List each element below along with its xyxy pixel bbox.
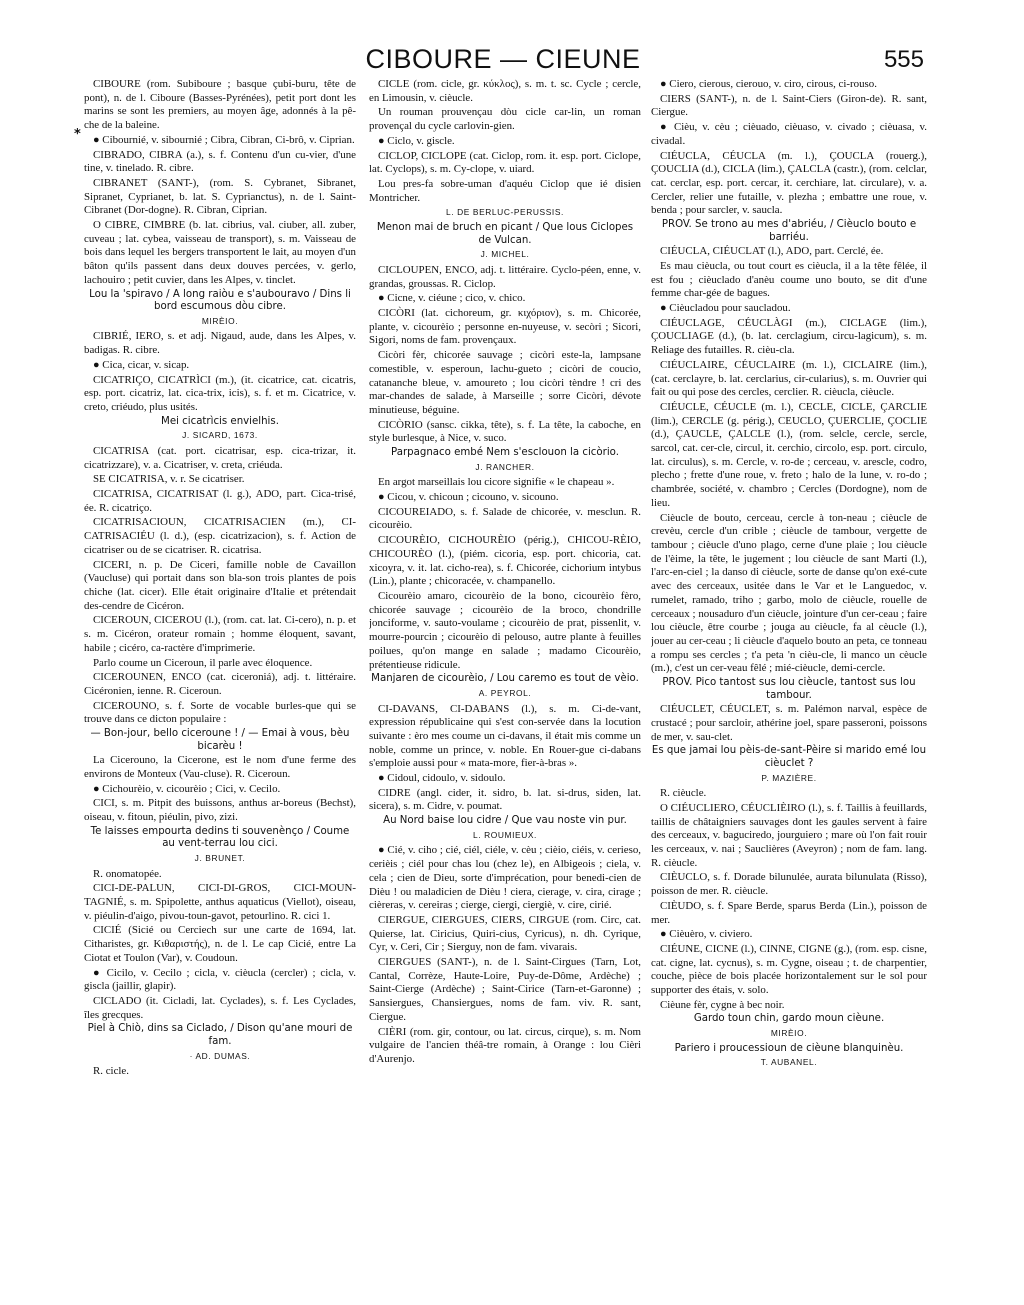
dictionary-entry: CICATRISACIOUN, CICATRISACIEN (m.), CI-CATRISACIÉU (l. d.), (esp. cicatrizacion), s. f. Action de cicatriser ou de se cicatriser. R. cicatrisa. (84, 516, 356, 556)
citation-author: MIRÈIO. (201, 315, 239, 326)
dictionary-entry: CICÒRI (lat. cichoreum, gr. κιχόριον), s. m. Chicorée, plante, v. cicourèio ; personne en-nuyeuse, v. secòri ; Sicori, Sigori, noms de fam. provençaux. (369, 307, 641, 347)
dictionary-entry: CICEROUNEN, ENCO (cat. ciceroniá), adj. t. littéraire. Cicéronien, ienne. R. Ciceroun. (84, 671, 356, 697)
dictionary-entry: En argot marseillais lou cicore signifie « le chapeau ». (378, 476, 615, 489)
dictionary-entry: Es mau cièucla, ou tout court es cièucla, il a la tête fêlée, il est fou ; cièuclado d'anèu coume uno bouto, se dit d'une femme char-gée de bagues. (651, 259, 927, 300)
citation-quote: — Bon-jour, bello ciceroune ! / — Emai à vous, bèu bicarèu ! (90, 728, 350, 752)
dictionary-entry: CICERI, n. p. De Ciceri, famille noble de Cavaillon (Vaucluse) qui portait dans son bla-son trois plantes de pois chiche (lat. cicer). Elle était originaire d'Italie et prétendait des-cendre de Cicéron. (84, 558, 356, 612)
dictionary-entry: O CIÉUCLIERO, CÉUCLIÈIRO (l.), s. f. Taillis à feuillards, taillis de châtaigniers sauvages dont les gaules servent à faire des cerceaux, v. baguciredo, jourguiero ; mare où l'on fait rouir les cerceaux, v. nai ; Sauclières (Aveyron) ; nom de fam. lang. R. cièucle. (651, 801, 927, 869)
dictionary-entry: CIÉUCLAIRE, CÉUCLAIRE (m. l.), CICLAIRE (lim.), (cat. cerclayre, b. lat. cerclarius, cir-cularius), s. m. Ouvrier qui fait ou qui pose des cercles, cerclier. R. cièucla, cièucle. (651, 358, 927, 399)
dictionary-entry: ● Cibournié, v. sibournié ; Cibra, Cibran, Ci-brô, v. Ciprian. (93, 133, 355, 146)
dictionary-entry: ● Cicou, v. chicoun ; cicouno, v. sicouno. (378, 491, 559, 504)
dictionary-entry: ● Ciero, cierous, cierouo, v. ciro, cirous, ci-rouso. (660, 78, 877, 90)
citation-quote: Mei cicatrìcis envielhis. (161, 415, 279, 427)
dictionary-entry: Cicòri fèr, chicorée sauvage ; cicòri este-la, lampsane comestible, v. esperoun, lachu-gueto ; cicòri de coucìo, catananche bleue, v. amoureto ; lou cicòri tèndre ! cri des mar-chandes de salade, à Marseille ; sorre Cicòri, dévote minutieuse, béguine. (369, 349, 641, 416)
dictionary-entry: CIÉUCLAGE, CÉUCLÀGI (m.), CICLAGE (lim.), ÇOUCLIAGE (d.), (b. lat. cerclagium, circu-lagicum), s. m. Reliage des futailles. R. cièu-cla. (651, 316, 927, 357)
dictionary-entry: CICIÉ (Sicié ou Cerciech sur une carte de 1694, lat. Citharistes, gr. Κιθαριστής), n. de l. Le cap Cicié, entre La Ciotat et Toulon (Var), v. Coudoun. (84, 924, 356, 964)
dictionary-entry: CIBRANET (SANT-), (rom. S. Cybranet, Sibranet, Sipranet, Cyprianet, b. lat. S. Cyprianctus), n. de l. Saint-Cibranet (Dor-dogne). R. Cibran, Ciprian. (84, 176, 356, 217)
column-3 (651, 78, 927, 1296)
dictionary-entry: R. onomatopée. (93, 867, 162, 880)
dictionary-entry: CICATRIÇO, CICATRÌCI (m.), (it. cicatrice, cat. cicatris, esp. port. cicatriz, lat. cica-trix, icis), s. f. et m. Cicatrice, v. creto, criéudo, plus usités. (84, 373, 356, 413)
dictionary-entry: CICI-DE-PALUN, CICI-DI-GROS, CICI-MOUN-TAGNIÉ, s. m. Spipolette, anthus aquaticus (Viellot), oiseau, v. piéulin-d'aigo, pivou-toun-gavot, petourlino. R. cici 1. (84, 882, 356, 922)
citation-author: T. AUBANEL. (760, 1057, 818, 1068)
dictionary-entry: CICOUREIADO, s. f. Salade de chicorée, v. mesclun. R. cicourèio. (369, 505, 641, 532)
dictionary-entry: La Cicerouno, la Cicerone, est le nom d'une ferme des environs de Monteux (Vau-cluse). R. Ciceroun. (84, 754, 356, 780)
margin-star-mark: * (74, 127, 81, 142)
dictionary-entry: CICEROUN, CICEROU (l.), (rom. cat. lat. Ci-cero), n. p. et s. m. Cicéron, orateur romain ; homme éloquent, savant, habile ; cicéro, ca-ractère d'imprimerie. (84, 614, 356, 654)
dictionary-entry: CICI, s. m. Pitpit des buissons, anthus ar-boreus (Bechst), oiseau, v. fitoun, piéulin, pivo, zizi. (84, 797, 356, 824)
dictionary-entry: Cièune fèr, cygne à bec noir. (660, 998, 785, 1011)
dictionary-entry: CIÉUCLA, CIÉUCLAT (l.), ADO, part. Cerclé, ée. (660, 245, 884, 258)
citation-quote: Menon mai de bruch en picant / Que lous Ciclopes de Vulcan. (376, 222, 634, 246)
dictionary-entry: CIÈUDO, s. f. Spare Berde, sparus Berda (Lin.), poisson de mer. (651, 899, 927, 926)
citation-quote: Gardo toun chin, gardo moun cièune. (693, 1013, 885, 1025)
citation-quote: Au Nord baise lou cidre / Que vau noste vin pur. (383, 815, 627, 827)
dictionary-entry: ● Cié, v. ciho ; cié, ciél, ciéle, v. cèu ; cièio, ciéis, v. cerieso, cerièis ; ciél pour chas lou (chez le), en Albigeois ; ciela, v. cela ; cien de Dieu, sorte d'imprécation, pour benedi-cien de Dièu ! ou maladicien de Dièu ! ciera, cierage, v. cira, cirage ; cièreras, v. cereiras ; cierge, ciergi, ciergiè, v. cire, cirié. (369, 844, 641, 912)
column-2 (369, 78, 641, 1296)
dictionary-entry: ● Cicne, v. ciéune ; cico, v. chico. (378, 292, 526, 305)
citation-quote: Pariero i proucessioun de cièune blanquinèu. (674, 1042, 904, 1054)
citation-author: J. SICARD, 1673. (182, 430, 258, 441)
dictionary-entry: ● Cicilo, v. Cecilo ; cicla, v. cièucla (cercler) ; cicla, v. giscla (jaillir, glapir). (84, 966, 356, 993)
citation-quote: PROV. Pico tantost sus lou cièucle, tantost sus lou tambour. (662, 677, 916, 701)
dictionary-entry: CIERS (SANT-), n. de l. Saint-Ciers (Giron-de). R. sant, Ciergue. (651, 92, 927, 119)
dictionary-entry: ● Cica, cicar, v. sicap. (93, 358, 190, 371)
dictionary-entry: CIBRIÉ, IERO, s. et adj. Nigaud, aude, dans les Alpes, v. badigas. R. cibre. (84, 330, 356, 357)
dictionary-entry: ● Cièuèro, v. civiero. (660, 928, 753, 941)
dictionary-entry: ● Cièucladou pour saucladou. (660, 302, 791, 315)
citation-author: P. MAZIÈRE. (761, 772, 817, 783)
dictionary-entry: CIBRADO, CIBRA (a.), s. f. Contenu d'un cu-vier, d'une tine, v. tinelado. R. cibre. (84, 148, 356, 175)
dictionary-entry: CICATRISA, CICATRISAT (l. g.), ADO, part. Cica-trisé, ée. R. cicatriço. (84, 488, 356, 514)
dictionary-entry: CIERGUES (SANT-), n. de l. Saint-Cirgues (Tarn, Lot, Cantal, Corrèze, Haute-Loire, Puy-de-Dôme, Ardèche) ; Saint-Cierge (Ardèche) ; Saint-Cirice (Tarn-et-Garonne) ; Sansiergues, Chansiergues, noms de fam. viv. R. sant, Ciergue. (369, 956, 641, 1023)
citation-author: J. RANCHER. (475, 461, 535, 472)
citation-quote: Parpagnaco embé Nem s'esclouon la cicòrio. (391, 447, 619, 459)
dictionary-entry: CICLOUPEN, ENCO, adj. t. littéraire. Cyclo-péen, enne, v. grandas, groussas. R. Ciclop. (369, 263, 641, 290)
dictionary-entry: CIERGUE, CIERGUES, CIERS, CIRGUE (rom. Circ, cat. Quierse, lat. Ciricius, Quiri-cius, Cyricus), n. dh. Cyrique, Cyr, v. Ceri, Cir ; Sierguy, non de fam. vivarais. (369, 913, 641, 954)
dictionary-entry: CICEROUNO, s. f. Sorte de vocable burles-que qui se trouve dans ce dicton populaire : (84, 699, 356, 726)
dictionary-entry: Parlo coume un Ciceroun, il parle avec éloquence. (93, 656, 313, 669)
dictionary-entry: Un rouman prouvençau dòu cicle car-lin, un roman provençal du cycle carlovin-gien. (369, 106, 641, 133)
dictionary-entry: CIBOURE (rom. Subiboure ; basque çubi-buru, tête de pont), n. de l. Ciboure (Basses-Pyrénées), petit port dont les marins se sont les premiers, au moyen âge, adonnés à la pê-che de la baleine. (84, 78, 356, 132)
dictionary-entry: CI-DAVANS, CI-DABANS (l.), s. m. Ci-de-vant, expression républicaine qui s'est con-servée dans la locution suivante : èro mes coume un ci-davans, il était mis comme un noble, comme un prince, v. noble. En Rouer-gue ci-dabans s'emploie aussi pour « mata-more, fier-à-bras ». (369, 702, 641, 770)
dictionary-entry: O CIBRE, CIMBRE (b. lat. cibrius, val. ciuber, all. zuber, cuveau ; lat. cybea, vaisseau de transport), s. m. Vaisseau de bois dans lequel les bergers transportent le lait, au moyen d'un bâton qu'ils passent dans deux douves percées, v. gerlo, lachouiro ; petit cuvier, dans les Alpes, v. tinclet. (84, 219, 356, 286)
dictionary-entry: CIDRE (angl. cider, it. sidro, b. lat. si-drus, siden, lat. sicera), s. m. Cidre, v. poumat. (369, 786, 641, 813)
page-number: 555 (883, 46, 924, 73)
dictionary-entry: ● Cidoul, cidoulo, v. sidoulo. (378, 772, 506, 785)
citation-quote: Piel à Chiò, dins sa Ciclado, / Dison qu'ane mouri de fam. (87, 1023, 353, 1047)
citation-author: J. MICHEL. (480, 249, 530, 260)
citation-author: J. BRUNET. (194, 852, 246, 863)
dictionary-entry: CICÒRIO (sansc. cikka, tête), s. f. La tête, la caboche, en style burlesque, à Nice, v. suco. (369, 418, 641, 445)
dictionary-entry: CIÉUCLE, CÉUCLE (m. l.), CECLE, CICLE, ÇARCLIE (lim.), CERCLE (g. périg.), CEUCLO, ÇUERCLIE, ÇOCLIE (d.), ÇAUCLE, ÇALCLE (l.), (rom. selcle, cercle, sercle, sarcol, cat. cer-cle, circul, it. cerchio, circolo, esp. port. circulo, lat. circulus), s. m. Cercle, v. ro-de ; cerceau, v. arescle, codro, plecho ; frette d'une roue, v. freto ; halo de la lune, v. ro-do ; chambrée, société, v. chambro ; Cercles (Dordogne), nom de lieu. (651, 400, 927, 509)
dictionary-entry: ● Cièu, v. cèu ; cièuado, cièuaso, v. civado ; cièuasa, v. civadal. (651, 121, 927, 147)
citation-quote: Lou la 'spiravo / A long raiòu e s'aubouravo / Dins li bord escumous dòu cibre. (89, 288, 351, 313)
citation-author: A. PEYROL. (478, 687, 532, 698)
dictionary-entry: ● Ciclo, v. giscle. (378, 134, 455, 147)
dictionary-entry: CICLOP, CICLOPE (cat. Ciclop, rom. it. esp. port. Ciclope, lat. Cyclops), s. m. Cy-clope, v. uiard. (369, 149, 641, 176)
dictionary-entry: CICLADO (it. Cicladi, lat. Cyclades), s. f. Les Cyclades, îles grecques. (84, 994, 356, 1021)
dictionary-entry: CICOURÈIO, CICHOURÈIO (périg.), CHICOU-RÈIO, CHICOURÈO (l.), (piém. cicoria, esp. port. chicoria, cat. xicoyra, v. it. lat. cicho-rea), s. f. Chicorée, cichorium intybus (Lin.), plante ; chicoracée, v. champanello. (369, 534, 641, 588)
citation-quote: Es que jamai lou pèis-de-sant-Pèire si marido emé lou cièuclet ? (651, 745, 927, 769)
citation-quote: Te laisses empourta dedins ti souvenènço / Coume au vent-terrau lou cici. (90, 825, 350, 850)
citation-author: MIRÈIO. (770, 1028, 808, 1039)
citation-quote: PROV. Se trono au mes d'abriéu, / Cièuclo bouto e barriéu. (661, 219, 917, 243)
dictionary-entry: CIÉUCLA, CÉUCLA (m. l.), ÇOUCLA (rouerg.), ÇOUCLIA (d.), CICLA (lim.), ÇALCLA (castr.), (rom. celclar, cat. cerclar, esp. port. cercar, it. cerchiare, lat. circulare), v. a. Cercler, relier une futaille, v. plezha ; embattre une roue, v. benda ; pour sarcler, v. saucla. (651, 149, 927, 217)
dictionary-entry: ● Cichourèio, v. cicourèio ; Cici, v. Cecilo. (93, 782, 281, 795)
dictionary-entry: SE CICATRISA, v. r. Se cicatriser. (93, 473, 245, 486)
citation-quote: Manjaren de cicourèio, / Lou caremo es tout de vèio. (371, 673, 639, 685)
dictionary-entry: Cicourèio amaro, cicourèio de la bono, cicourèio fèro, chicorée sauvage ; cicourèio de la broco, chondrille jonciforme, v. sauto-voulame ; cicourèio de prat, pissenlit, v. mourre-pourcin ; cicourèio di pelouso, autre plante à feuilles poilues, qu'on mange en salade ; madamo Cicourèio, prétentieuse ridicule. (369, 589, 641, 671)
dictionary-entry: CIÉUCLET, CÉUCLET, s. m. Palémon narval, espèce de crustacé ; pour sarcloir, athérine joel, spare passeroni, poissons de mer, v. sau-clet. (651, 703, 927, 743)
column-1 (84, 78, 356, 1296)
citation-author: · AD. DUMAS. (189, 1050, 251, 1061)
dictionary-entry: CICLE (rom. cicle, gr. κύκλος), s. m. t. sc. Cycle ; cercle, en Limousin, v. cièucle. (369, 78, 641, 104)
citation-author: L. ROUMIEUX. (473, 829, 537, 840)
dictionary-entry: CIÈUCLO, s. f. Dorade bilunulée, aurata bilunulata (Risso), poisson de mer. R. cièucle. (651, 871, 927, 898)
dictionary-entry: Lou pres-fa sobre-uman d'aquéu Ciclop que ié disien Montricher. (369, 177, 641, 204)
dictionary-entry: R. cicle. (93, 1065, 129, 1078)
dictionary-entry: CICATRISA (cat. port. cicatrisar, esp. cica-trizar, it. cicatrizzare), v. a. Cicatriser, v. creta, criéuda. (84, 444, 356, 471)
running-head: CIBOURE — CIEUNE (365, 44, 641, 74)
dictionary-entry: CIÈRI (rom. gir, contour, ou lat. circus, cirque), s. m. Nom vulgaire de l'ancien théâ-tre romain, à Orange : lou Cièri d'Aurenjo. (369, 1025, 641, 1065)
dictionary-entry: CIÉUNE, CICNE (l.), CINNE, CIGNE (g.), (rom. esp. cisne, cat. cigne, lat. cycnus), s. m. Cygne, oiseau ; t. de charpentier, couche, pièce de bois placée horizontalement sur le sol pour supporter des étais, v. solo. (651, 942, 927, 997)
dictionary-entry: Cièucle de bouto, cerceau, cercle à ton-neau ; cièucle de crevèu, cercle d'un crible ; cièucle de tambour, vergette de tambour ; cièucle d'uno plago, cerne d'une plaie ; lou cièucle de l'èime, la tête, le jugement ; lou cièucle de sant Marti (l.), l'arc-en-ciel ; la danso di cièucle, sorte de danse qu'on exé-cute avec des cerceaux, usitée dans le Var et le Languedoc, v. rumelet, ramado, triho ; garbo, molo de cièucle, rouelle de cerceaux ; nousaduro d'un cièucle, jointure d'un cer-ceau ; faire lou cièucle, être courbe ; jouga au cièucle, fa al cèucle (l.), jouer au cer-ceau ; li cièucle d'aquelo bouto an peta, ce tonneau a rompu ses cercles ; t'a peta 'n cièu-cle, li manco un cèucle (m.), c'est un cer-veau fêlé ; mié-cièucle, demi-cercle. (651, 511, 927, 675)
citation-author: L. DE BERLUC-PERUSSIS. (446, 207, 564, 218)
dictionary-entry: R. cièucle. (660, 787, 707, 800)
